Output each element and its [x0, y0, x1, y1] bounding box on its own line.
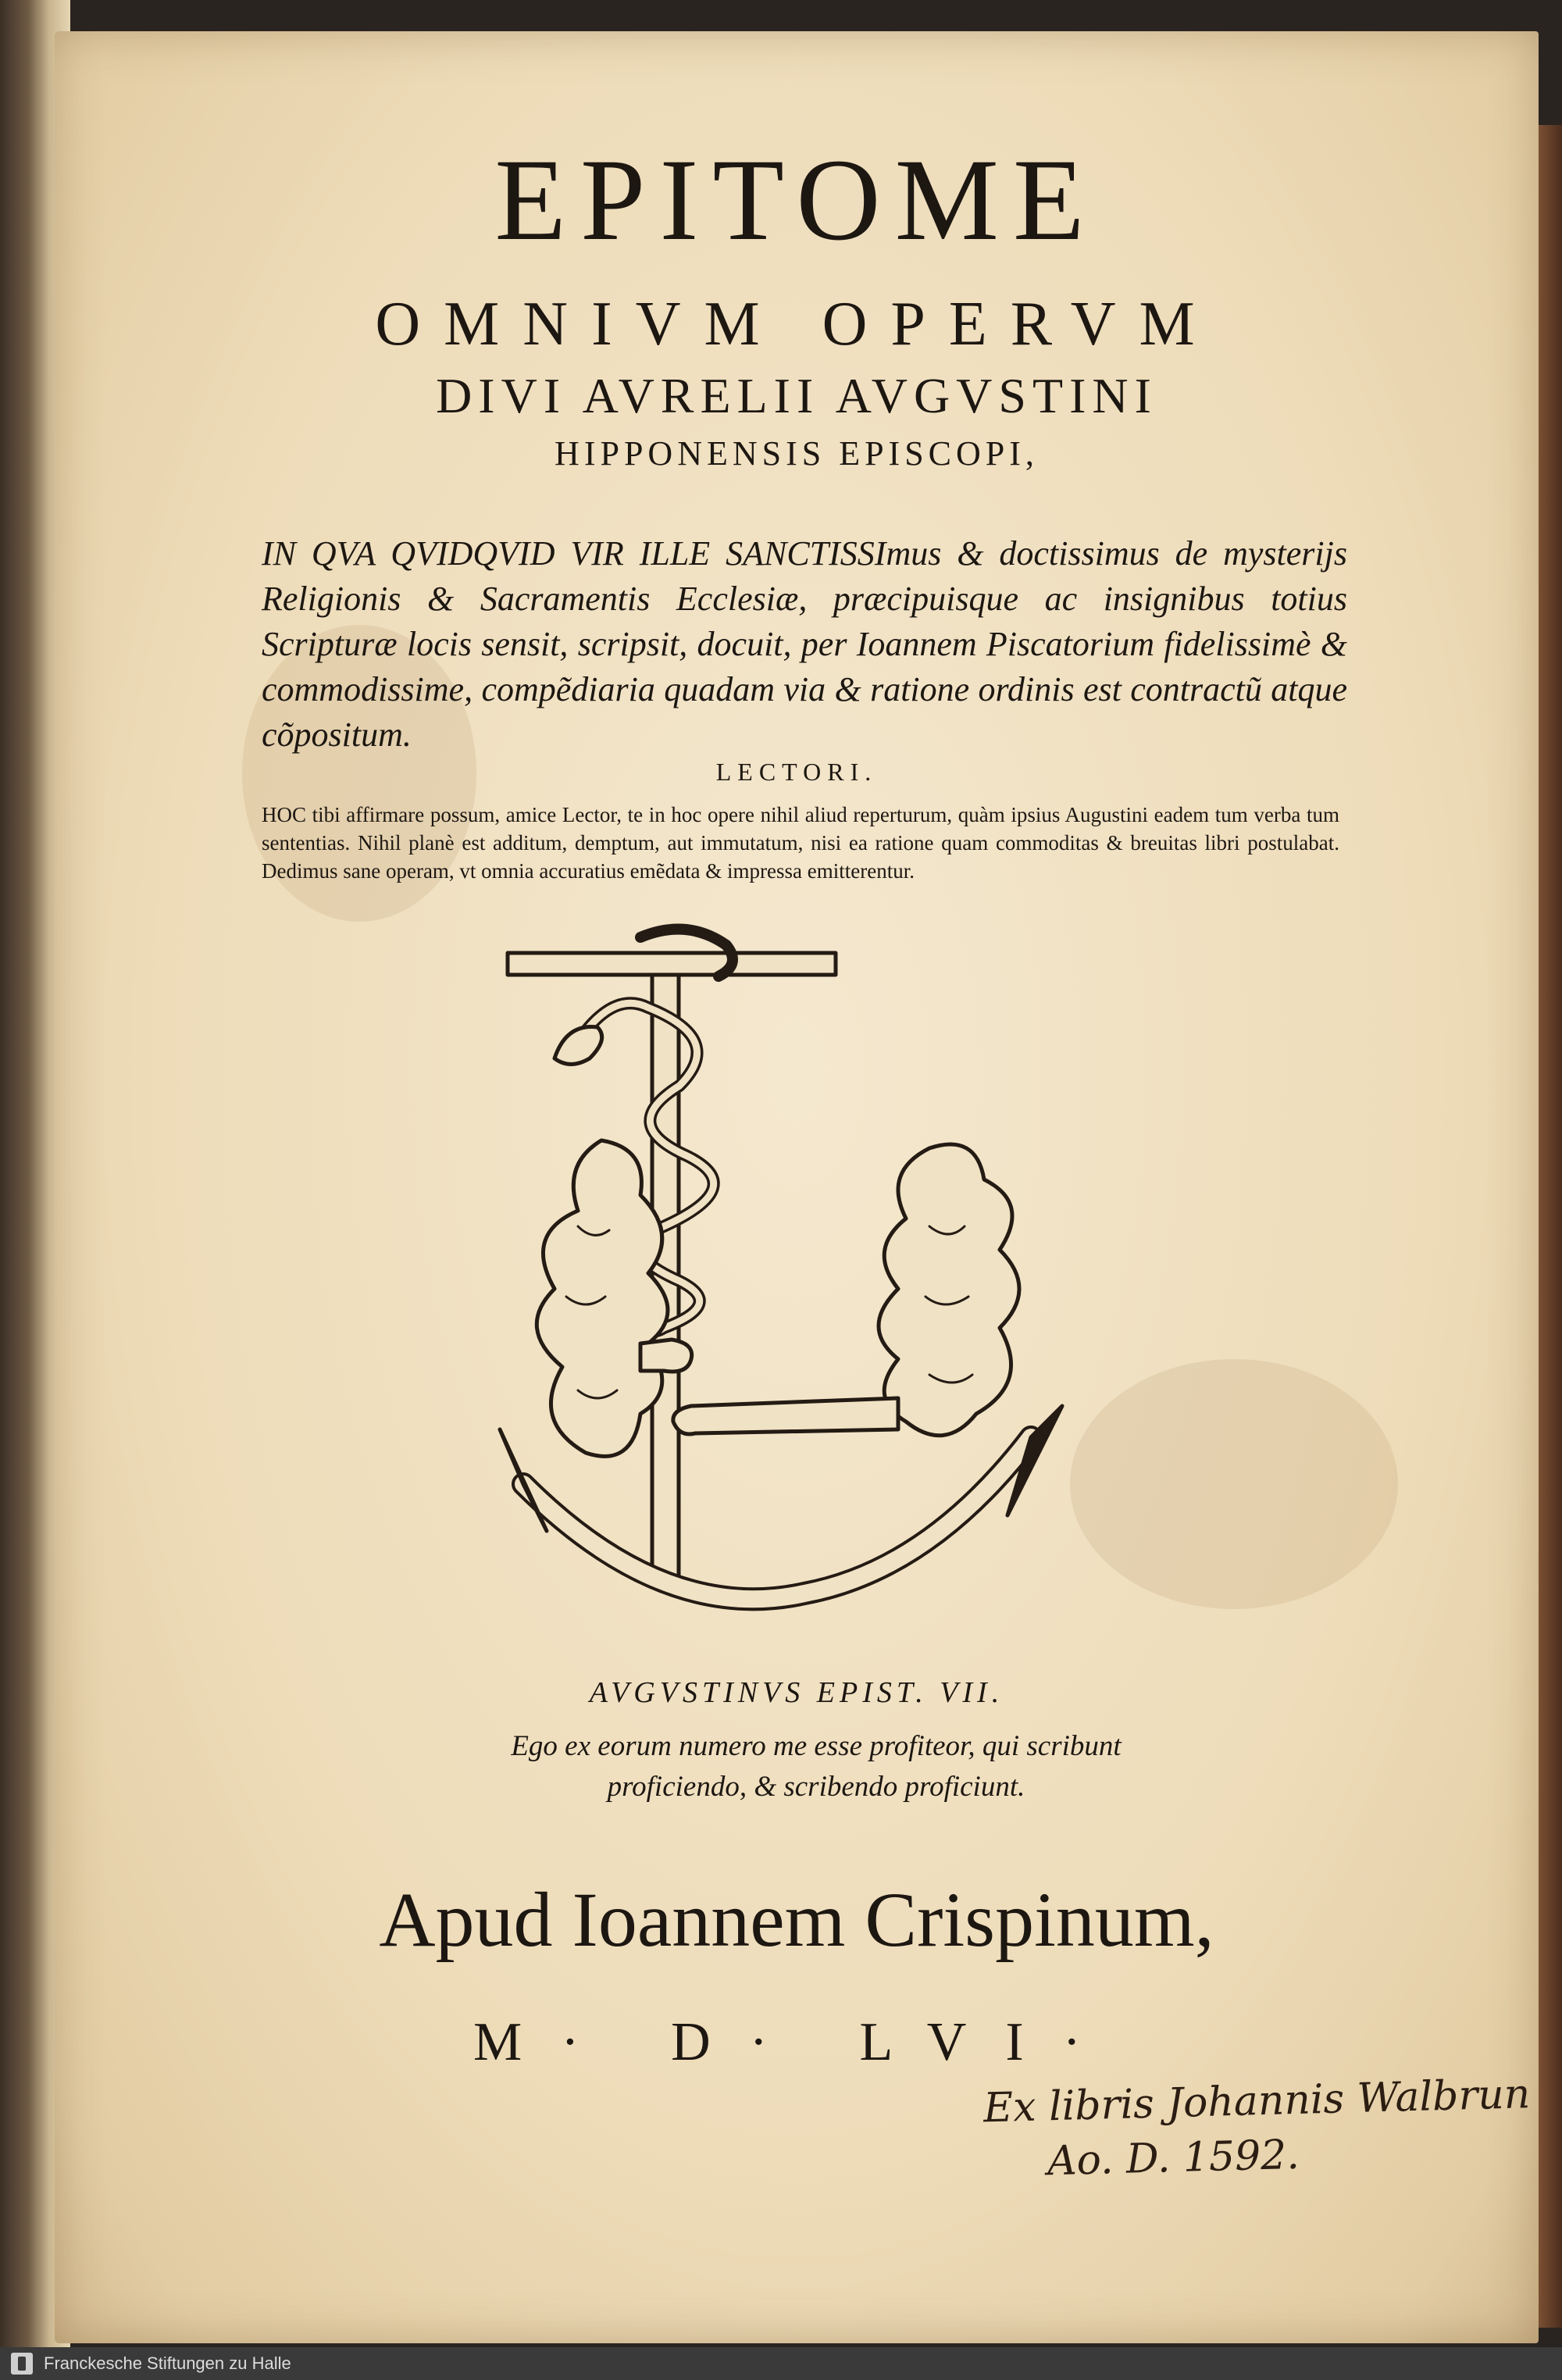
motto-heading: AVGVSTINVS EPIST. VII.: [589, 1676, 1004, 1709]
publisher-imprint: Apud Ioannem Crispinum,: [379, 1876, 1214, 1963]
inscription-line-1: Ex libris Johannis Walbrun: [982, 2071, 1531, 2132]
anchor-serpent-hands-icon: [492, 922, 1101, 1632]
footer-bar: [0, 2347, 1562, 2380]
lectori-heading: LECTORI.: [715, 758, 878, 786]
motto-text: Ego ex eorum numero me esse profiteor, qui scribunt proficiendo, & scribendo proficiunt.: [511, 1730, 1122, 1803]
ownership-inscription: [982, 2067, 1547, 2191]
title-line-4: HIPPONENSIS EPISCOPI,: [555, 434, 1039, 473]
title-page: [55, 31, 1539, 2343]
page-title: EPITOME: [494, 135, 1099, 265]
title-line-3: DIVI AVRELII AVGVSTINI: [436, 368, 1157, 423]
publication-date: M· D· LVI·: [473, 2012, 1120, 2072]
inscription-line-2: Ao. D. 1592.: [1047, 2131, 1300, 2186]
paper-stain: [1070, 1359, 1398, 1609]
title-line-2: OMNIVM OPERVM: [375, 290, 1218, 359]
footer-text: Franckesche Stiftungen zu Halle: [44, 2353, 291, 2373]
lectori-paragraph: HOC tibi affirmare possum, amice Lector, te in hoc opere nihil aliud reperturum, quàm ipsius Augustini eadem tum verba tum sententias. Nihil planè est additum, demptum, aut immutatum, nisi ea ratione quam commoditas & breuitas libri postulabat. Dedimus sane operam, vt omnia accuratius emẽdata & impressa emitterentur.: [262, 803, 1339, 883]
description-paragraph: IN QVA QVIDQVID VIR ILLE SANCTISSImus & doctissimus de mysterijs Religionis & Sacramentis Ecclesiæ, præcipuisque ac insignibus totius Scripturæ locis sensit, scripsit, docuit, per Ioannem Piscatorium fidelissimè & commodissime, compẽdiaria quadam via & ratione ordinis est contractũ atque cõpositum.: [262, 534, 1347, 754]
institution-logo-icon: [11, 2353, 33, 2375]
